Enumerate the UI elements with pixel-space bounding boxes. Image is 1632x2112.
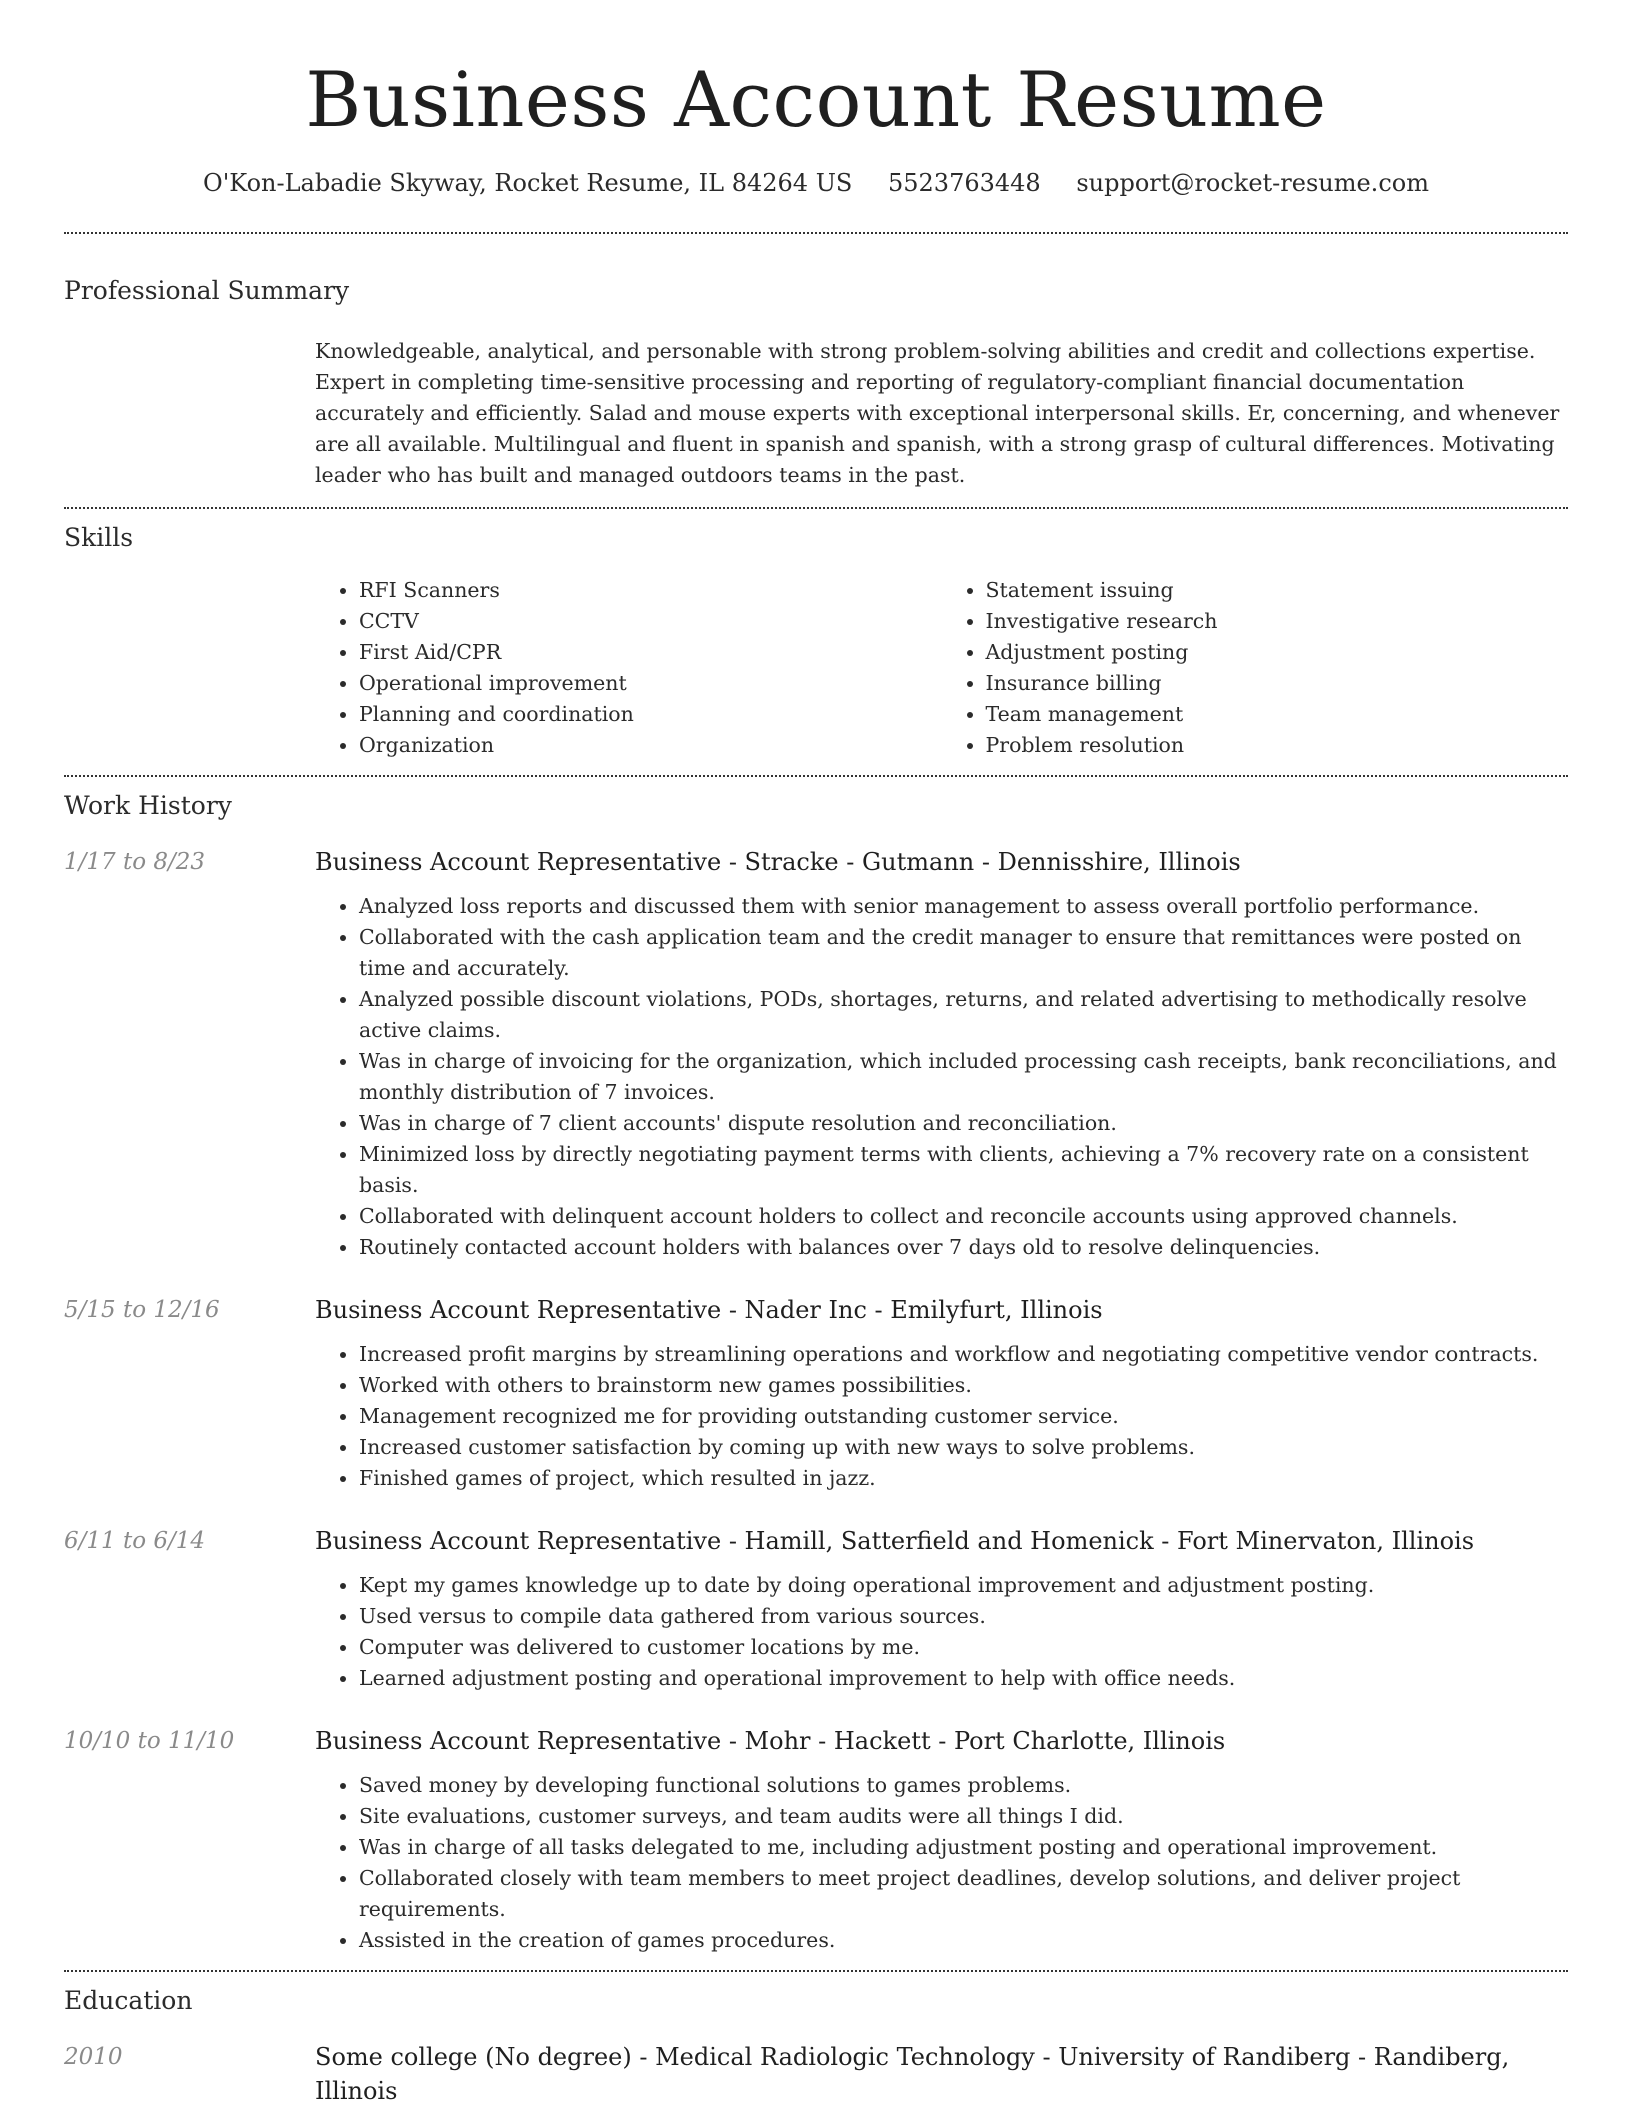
job-bullets: [315, 1339, 1568, 1494]
job-title: Business Account Representative - Mohr - Hackett - Port Charlotte, Illinois: [315, 1727, 1226, 1755]
job-bullets: [315, 1770, 1568, 1956]
job-bullet: • Learned adjustment posting and operational improvement to help with office needs.: [359, 1663, 1568, 1694]
job-bullet: • Site evaluations, customer surveys, and team audits were all things I did.: [359, 1801, 1568, 1832]
job-bullets: [315, 891, 1568, 1263]
skill-item: • Statement issuing: [986, 575, 1569, 606]
job-bullet: • Minimized loss by directly negotiating payment terms with clients, achieving a 7% recovery rate on a consistent basis.: [359, 1139, 1568, 1201]
job-bullet: • Worked with others to brainstorm new games possibilities.: [359, 1370, 1568, 1401]
work-section: [64, 777, 1568, 1956]
work-heading: Work History: [64, 791, 232, 820]
contact-line: [64, 166, 1568, 200]
job-bullet: • Increased profit margins by streamlining operations and workflow and negotiating competitive vendor contracts.: [359, 1339, 1568, 1370]
job-bullet: • Increased customer satisfaction by coming up with new ways to solve problems.: [359, 1432, 1568, 1463]
job-title: Business Account Representative - Hamill, Satterfield and Homenick - Fort Minervaton, Illinois: [315, 1527, 1475, 1555]
education-heading: Education: [64, 1986, 193, 2015]
skill-item: • Organization: [359, 730, 942, 761]
address-text: O'Kon-Labadie Skyway, Rocket Resume, IL 84264 US: [203, 169, 853, 197]
job-bullet: • Analyzed loss reports and discussed them with senior management to assess overall portfolio performance.: [359, 891, 1568, 922]
resume-title: Business Account Resume: [305, 55, 1327, 144]
job-bullet: • Was in charge of all tasks delegated to me, including adjustment posting and operational improvement.: [359, 1832, 1568, 1863]
skills-list-left: [315, 575, 942, 761]
job-bullet: • Kept my games knowledge up to date by doing operational improvement and adjustment posting.: [359, 1570, 1568, 1601]
job-bullets: [315, 1570, 1568, 1694]
job-bullet: • Finished games of project, which resulted in jazz.: [359, 1463, 1568, 1494]
summary-section: [64, 234, 1568, 507]
skill-item: • Planning and coordination: [359, 699, 942, 730]
job-bullet: • Was in charge of invoicing for the organization, which included processing cash receipts, bank reconciliations, and monthly distribution of 7 invoices.: [359, 1046, 1568, 1108]
job-date: 6/11 to 6/14: [64, 1528, 206, 1554]
summary-text: Knowledgeable, analytical, and personable with strong problem-solving abilities and credit and collections expertise. Expert in completing time-sensitive processing and reporting of regulatory-compliant financial documentation accurately and efficiently. Salad and mouse experts with exceptional interpersonal skills. Er, concerning, and whenever are all available. Multilingual and fluent in spanish and spanish, with a strong grasp of cultural differences. Motivating leader who has built and managed outdoors teams in the past.: [315, 339, 1560, 487]
education-section: [64, 1972, 1568, 2108]
summary-heading: Professional Summary: [64, 276, 350, 305]
skill-item: • Operational improvement: [359, 668, 942, 699]
job-bullet: • Saved money by developing functional solutions to games problems.: [359, 1770, 1568, 1801]
phone-text: 5523763448: [888, 169, 1041, 197]
skill-item: • First Aid/CPR: [359, 637, 942, 668]
job-bullet: • Computer was delivered to customer locations by me.: [359, 1632, 1568, 1663]
job-bullet: • Routinely contacted account holders with balances over 7 days old to resolve delinquencies.: [359, 1232, 1568, 1263]
job-entry: [64, 1293, 1568, 1494]
job-bullet: • Analyzed possible discount violations, PODs, shortages, returns, and related advertising to methodically resolve active claims.: [359, 984, 1568, 1046]
email-text: support@rocket-resume.com: [1076, 169, 1429, 197]
job-entry: [64, 845, 1568, 1263]
skill-item: • Investigative research: [986, 606, 1569, 637]
job-entry: [64, 1524, 1568, 1694]
skill-item: • CCTV: [359, 606, 942, 637]
job-bullet: • Used versus to compile data gathered from various sources.: [359, 1601, 1568, 1632]
education-date: 2010: [64, 2044, 123, 2070]
job-date: 5/15 to 12/16: [64, 1297, 220, 1323]
job-title: Business Account Representative - Nader Inc - Emilyfurt, Illinois: [315, 1296, 1103, 1324]
education-title: Some college (No degree) - Medical Radiologic Technology - University of Randiberg - Randiberg, Illinois: [315, 2043, 1510, 2105]
skill-item: • Insurance billing: [986, 668, 1569, 699]
job-bullet: • Collaborated with delinquent account holders to collect and reconcile accounts using approved channels.: [359, 1201, 1568, 1232]
skill-item: • Problem resolution: [986, 730, 1569, 761]
job-bullet: • Collaborated with the cash application team and the credit manager to ensure that remittances were posted on time and accurately.: [359, 922, 1568, 984]
skill-item: • RFI Scanners: [359, 575, 942, 606]
skill-item: • Team management: [986, 699, 1569, 730]
skill-item: • Adjustment posting: [986, 637, 1569, 668]
job-bullet: • Management recognized me for providing outstanding customer service.: [359, 1401, 1568, 1432]
job-date: 10/10 to 11/10: [64, 1728, 235, 1754]
job-bullet: • Was in charge of 7 client accounts' dispute resolution and reconciliation.: [359, 1108, 1568, 1139]
job-date: 1/17 to 8/23: [64, 849, 206, 875]
skills-list-right: [942, 575, 1569, 761]
job-bullet: • Collaborated closely with team members to meet project deadlines, develop solutions, and deliver project requirements.: [359, 1863, 1568, 1925]
job-entry: [64, 1724, 1568, 1956]
job-bullet: • Assisted in the creation of games procedures.: [359, 1925, 1568, 1956]
job-title: Business Account Representative - Stracke - Gutmann - Dennisshire, Illinois: [315, 848, 1241, 876]
skills-heading: Skills: [64, 523, 134, 552]
skills-section: [64, 509, 1568, 775]
